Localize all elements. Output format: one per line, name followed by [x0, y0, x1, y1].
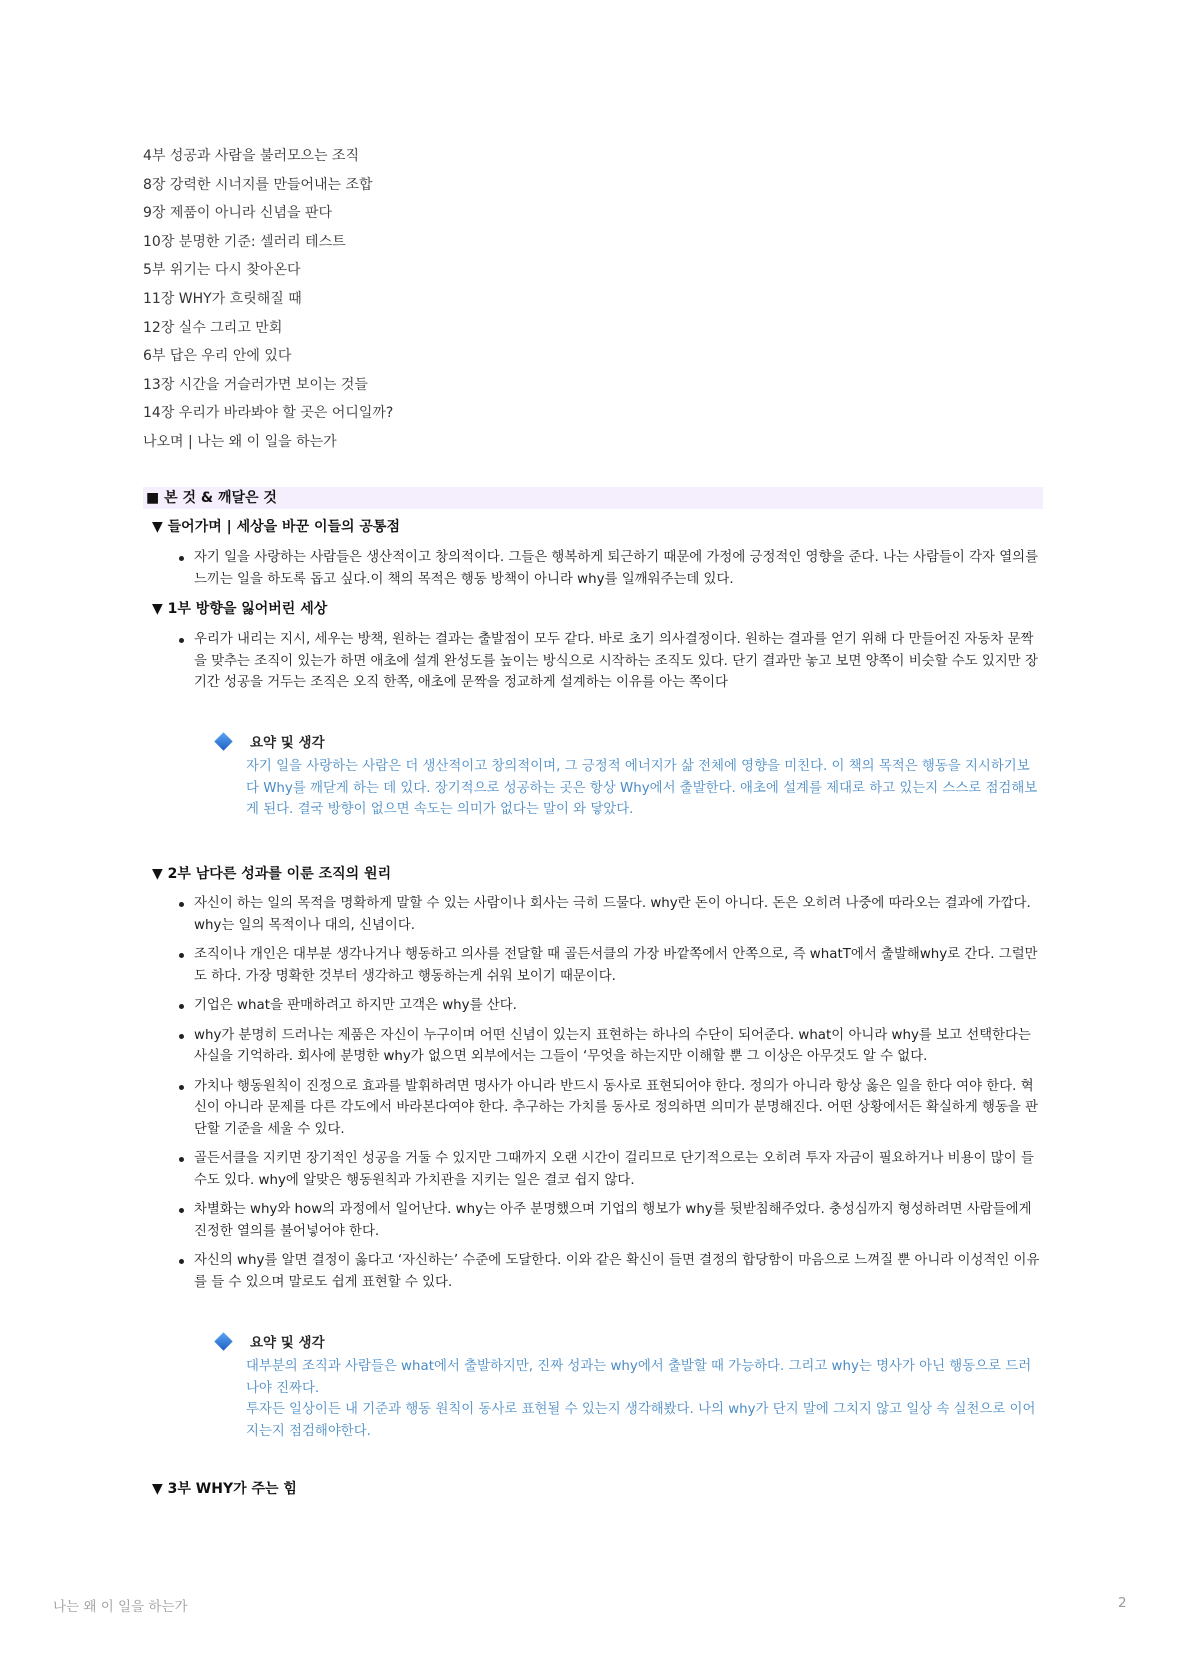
callout-body	[246, 1356, 1042, 1442]
toc-item: 5부 위기는 다시 찾아온다	[143, 262, 301, 279]
footer-page-number: 2	[1118, 1595, 1127, 1611]
toggle-intro[interactable]: ▼ 들어가며 | 세상을 바꾼 이들의 공통점	[152, 519, 400, 535]
list-item: 자기 일을 사랑하는 사람들은 생산적이고 창의적이다. 그들은 행복하게 퇴근하기 때문에 가정에 긍정적인 영향을 준다. 나는 사람들이 각자 열의를 느끼는 일을 하도록 돕고 싶다.이 책의 목적은 행동 방책이 아니라 why를 일깨워주는데 있다.	[175, 547, 1045, 590]
list-item: 골든서클을 지키면 장기적인 성공을 거둘 수 있지만 그때까지 오랜 시간이 걸리므로 단기적으로는 오히려 투자 자금이 필요하거나 비용이 많이 들 수도 있다. why에 알맞은 행동원칙과 가치관을 지키는 일은 결코 쉽지 않다.	[175, 1148, 1045, 1191]
part1-bullet-list	[175, 629, 1045, 702]
toc-item: 6부 답은 우리 안에 있다	[143, 348, 292, 365]
table-of-contents	[143, 142, 393, 457]
list-item: 조직이나 개인은 대부분 생각나거나 행동하고 의사를 전달할 때 골든서클의 가장 바깥쪽에서 안쪽으로, 즉 whatT에서 출발해why로 간다. 그럴만도 하다. 가장 명확한 것부터 생각하고 행동하는게 쉬워 보이기 때문이다.	[175, 944, 1045, 987]
toggle-part1[interactable]: ▼ 1부 방향을 잃어버린 세상	[152, 601, 328, 617]
blue-diamond-icon	[214, 732, 232, 750]
part2-bullet-list	[175, 893, 1045, 1301]
toggle-part2[interactable]: ▼ 2부 남다른 성과를 이룬 조직의 원리	[152, 866, 392, 882]
section-heading: ■ 본 것 & 깨달은 것	[143, 487, 1043, 509]
list-item: 가치나 행동원칙이 진정으로 효과를 발휘하려면 명사가 아니라 반드시 동사로 표현되어야 한다. 정의가 아니라 항상 옳은 일을 한다 여야 한다. 혁신이 아니라 문제를 다른 각도에서 바라본다여야 한다. 추구하는 가치를 동사로 정의하면 의미가 분명해진다. 어떤 상황에서든 확실하게 행동을 판단할 기준을 세울 수 있다.	[175, 1076, 1045, 1141]
intro-bullet-list	[175, 547, 1045, 598]
toc-item: 4부 성공과 사람을 불러모으는 조직	[143, 148, 360, 164]
callout-body	[246, 756, 1042, 821]
list-item: 우리가 내리는 지시, 세우는 방책, 원하는 결과는 출발점이 모두 같다. 바로 초기 의사결정이다. 원하는 결과를 얻기 위해 다 만들어진 자동차 문짝을 맞추는 조직이 있는가 하면 애초에 설계 완성도를 높이는 방식으로 시작하는 조직도 있다. 단기 결과만 놓고 보면 양쪽이 비슷할 수도 있지만 장기간 성공을 거두는 조직은 오직 한쪽, 애초에 문짝을 정교하게 설계하는 이유를 아는 쪽이다	[175, 629, 1045, 694]
toc-item: 나오며 | 나는 왜 이 일을 하는가	[143, 433, 337, 450]
list-item: 기업은 what을 판매하려고 하지만 고객은 why를 산다.	[175, 995, 1045, 1017]
summary-callout-1	[212, 729, 1042, 821]
list-item: 자신이 하는 일의 목적을 명확하게 말할 수 있는 사람이나 회사는 극히 드물다. why란 돈이 아니다. 돈은 오히려 나중에 따라오는 결과에 가깝다. why는 일의 목적이나 대의, 신념이다.	[175, 893, 1045, 936]
blue-diamond-icon	[214, 1332, 232, 1350]
list-item: why가 분명히 드러나는 제품은 자신이 누구이며 어떤 신념이 있는지 표현하는 하나의 수단이 되어준다. what이 아니라 why를 보고 선택한다는 사실을 기억하라. 회사에 분명한 why가 없으면 외부에서는 그들이 ‘무엇을 하는지만 이해할 뿐 그 이상은 아무것도 알 수 없다.	[175, 1025, 1045, 1068]
toc-item: 13장 시간을 거슬러가면 보이는 것들	[143, 376, 368, 393]
list-item: 자신의 why를 알면 결정이 옳다고 ‘자신하는’ 수준에 도달한다. 이와 같은 확신이 들면 결정의 합당함이 마음으로 느껴질 뿐 아니라 이성적인 이유를 들 수 있으며 말로도 쉽게 표현할 수 있다.	[175, 1250, 1045, 1293]
toc-item: 14장 우리가 바라봐야 할 곳은 어디일까?	[143, 405, 394, 422]
callout-title: 요약 및 생각	[250, 1335, 325, 1351]
toc-item: 12장 실수 그리고 만회	[143, 319, 283, 336]
summary-callout-2	[212, 1329, 1042, 1442]
toc-item: 8장 강력한 시너지를 만들어내는 조합	[143, 176, 373, 193]
toggle-part3[interactable]: ▼ 3부 WHY가 주는 힘	[152, 1481, 297, 1497]
callout-text: 자기 일을 사랑하는 사람은 더 생산적이고 창의적이며, 그 긍정적 에너지가 삶 전체에 영향을 미친다. 이 책의 목적은 행동을 지시하기보다 Why를 깨닫게 하는 데 있다. 장기적으로 성공하는 곳은 항상 Why에서 출발한다. 애초에 설계를 제대로 하고 있는지 스스로 점검해보게 된다. 결국 방향이 없으면 속도는 의미가 없다는 말이 와 닿았다.	[246, 759, 1038, 817]
list-item: 차별화는 why와 how의 과정에서 일어난다. why는 아주 분명했으며 기업의 행보가 why를 뒷받침해주었다. 충성심까지 형성하려면 사람들에게 진정한 열의를 불어넣어야 한다.	[175, 1199, 1045, 1242]
toc-item: 11장 WHY가 흐릿해질 때	[143, 290, 302, 307]
toc-item: 10장 분명한 기준: 셀러리 테스트	[143, 233, 346, 250]
callout-text: 투자든 일상이든 내 기준과 행동 원칙이 동사로 표현될 수 있는지 생각해봤다. 나의 why가 단지 말에 그치지 않고 일상 속 실천으로 이어지는지 점검해야한다.	[246, 1402, 1036, 1439]
callout-text: 대부분의 조직과 사람들은 what에서 출발하지만, 진짜 성과는 why에서 출발할 때 가능하다. 그리고 why는 명사가 아닌 행동으로 드러나야 진짜다.	[246, 1359, 1032, 1396]
callout-title: 요약 및 생각	[250, 735, 325, 751]
toc-item: 9장 제품이 아니라 신념을 판다	[143, 205, 332, 222]
footer-document-title: 나는 왜 이 일을 하는가	[53, 1599, 188, 1615]
